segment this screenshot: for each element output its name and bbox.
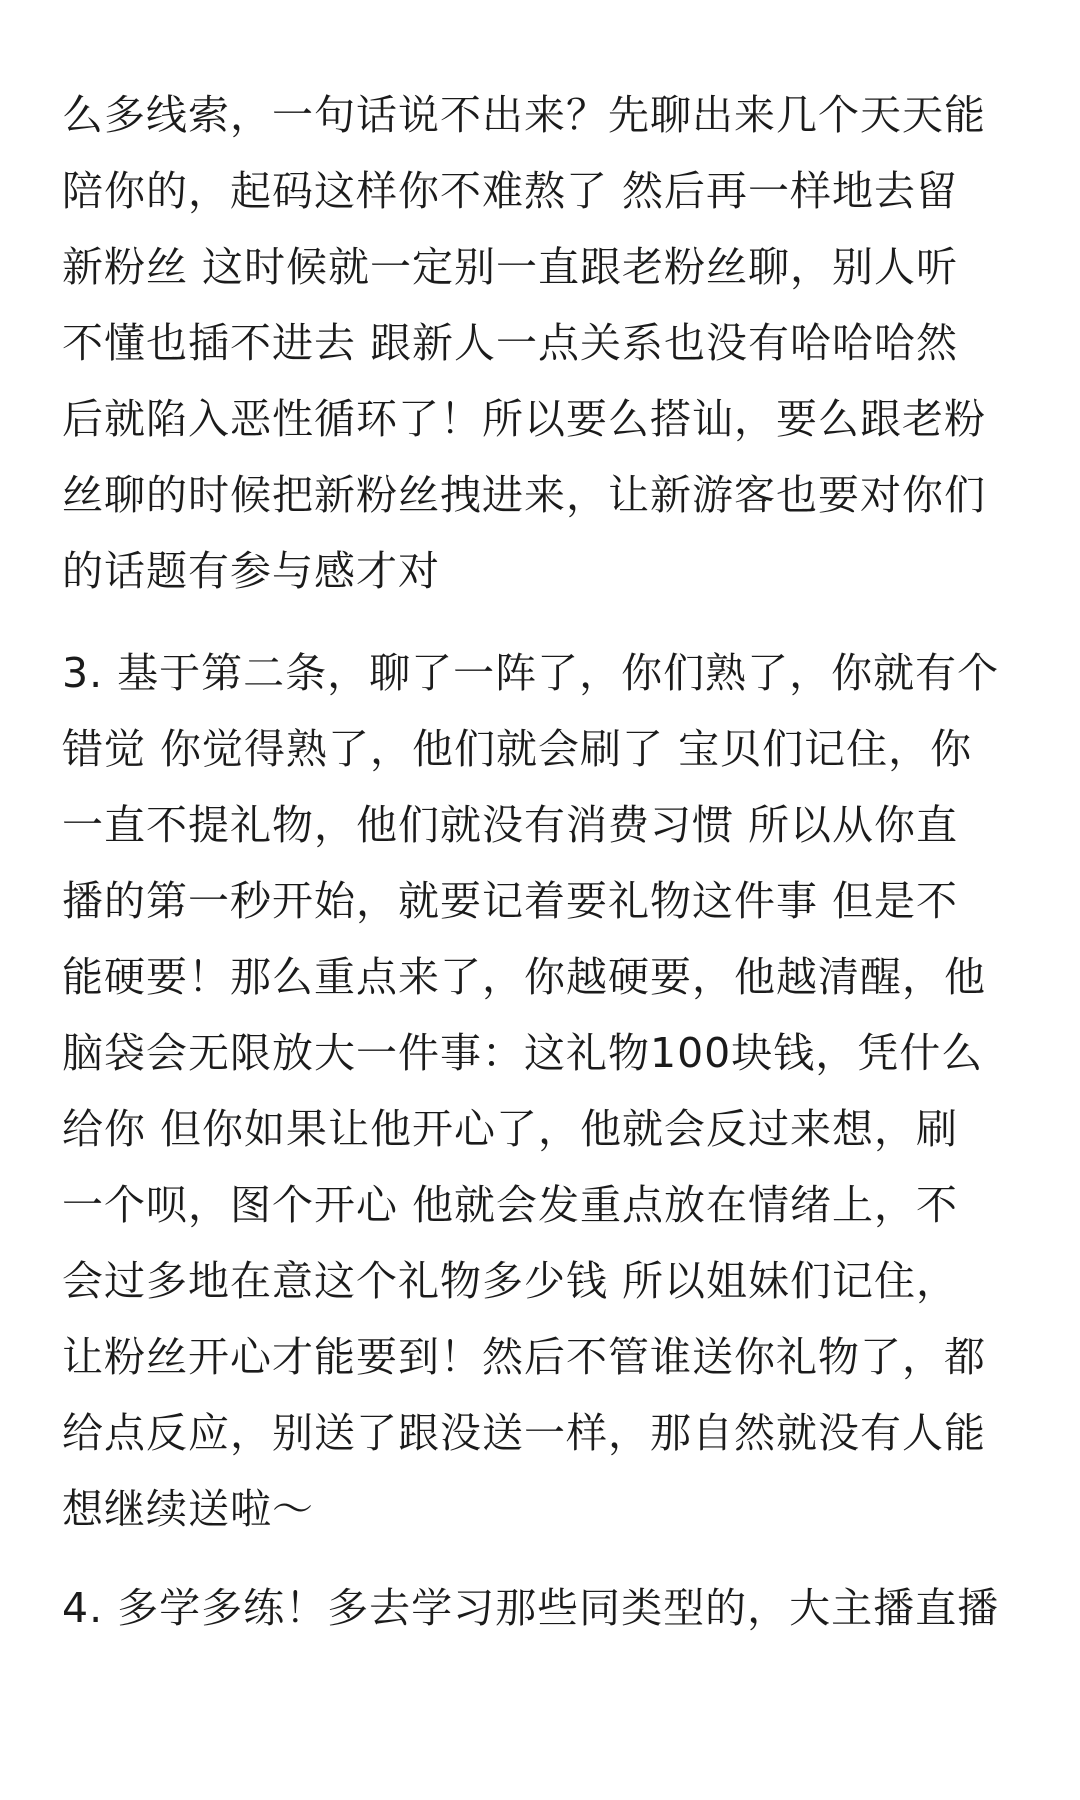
text-line: 么多线索，一句话说不出来？先聊出来几个天天能	[62, 91, 986, 139]
paragraph-point-4	[62, 1570, 1022, 1646]
text-line: 丝聊的时候把新粉丝拽进来，让新游客也要对你们	[62, 471, 986, 519]
text-line: 脑袋会无限放大一件事：这礼物100块钱，凭什么	[62, 1029, 984, 1077]
text-line: 播的第一秒开始，就要记着要礼物这件事 但是不	[62, 877, 959, 925]
text-line: 想继续送啦～	[62, 1485, 314, 1533]
text-line: 错觉 你觉得熟了，他们就会刷了 宝贝们记住，你	[62, 725, 973, 773]
text-line: 给点反应，别送了跟没送一样，那自然就没有人能	[62, 1409, 986, 1457]
paragraph-continuation	[62, 77, 1022, 609]
paragraph-point-3	[62, 635, 1022, 1547]
text-line: 不懂也插不进去 跟新人一点关系也没有哈哈哈然	[62, 319, 959, 367]
text-line: 让粉丝开心才能要到！然后不管谁送你礼物了，都	[62, 1333, 986, 1381]
text-line: 3. 基于第二条，聊了一阵了，你们熟了，你就有个	[62, 649, 1000, 697]
text-line: 一直不提礼物，他们就没有消费习惯 所以从你直	[62, 801, 959, 849]
text-line: 的话题有参与感才对	[62, 547, 440, 595]
text-line: 一个呗，图个开心 他就会发重点放在情绪上，不	[62, 1181, 959, 1229]
text-line: 后就陷入恶性循环了！所以要么搭讪，要么跟老粉	[62, 395, 986, 443]
text-line: 给你 但你如果让他开心了，他就会反过来想，刷	[62, 1105, 959, 1153]
text-line: 陪你的，起码这样你不难熬了 然后再一样地去留	[62, 167, 959, 215]
text-line: 4. 多学多练！多去学习那些同类型的，大主播直播	[62, 1584, 1000, 1632]
text-line: 能硬要！那么重点来了，你越硬要，他越清醒，他	[62, 953, 986, 1001]
text-line: 会过多地在意这个礼物多少钱 所以姐妹们记住，	[62, 1257, 959, 1305]
text-line: 新粉丝 这时候就一定别一直跟老粉丝聊，别人听	[62, 243, 959, 291]
